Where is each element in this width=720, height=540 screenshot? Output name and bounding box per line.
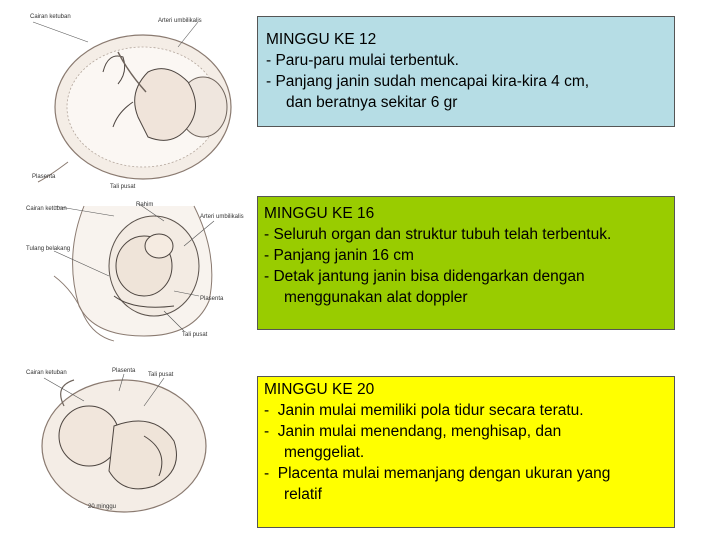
week-20-line-4: - Placenta mulai memanjang dengan ukuran yang <box>264 465 611 482</box>
label-umbilical-cord-2: Tali pusat <box>182 332 208 338</box>
week-16-title: MINGGU KE 16 <box>264 205 375 222</box>
fetus-illustration-week-20 <box>24 366 220 522</box>
label-amniotic-fluid-3: Cairan ketuban <box>26 370 67 376</box>
week-12-info-box <box>257 16 675 127</box>
fetus-illustration-week-16 <box>24 196 250 342</box>
week-20-title: MINGGU KE 20 <box>264 381 375 398</box>
label-umbilical-artery-2: Arteri umbilikalis <box>200 214 244 220</box>
label-placenta-2: Plasenta <box>200 296 224 302</box>
week-16-line-1: - Seluruh organ dan struktur tubuh telah terbentuk. <box>264 226 612 243</box>
week-16-line-3: - Detak jantung janin bisa didengarkan dengan <box>264 268 585 285</box>
label-spine-2: Tulang belakang <box>26 246 71 252</box>
fetus-illustration-week-12 <box>28 12 250 192</box>
label-placenta-1: Plasenta <box>32 174 56 180</box>
week-16-info-box <box>257 196 675 330</box>
label-umbilical-cord-1: Tali pusat <box>110 184 136 190</box>
week-16-line-2: - Panjang janin 16 cm <box>264 247 414 264</box>
fetus-week-20-drawing <box>24 366 220 522</box>
week-20-line-5: relatif <box>284 486 322 503</box>
week-16-line-4: menggunakan alat doppler <box>284 289 468 306</box>
label-umbilical-artery-1: Arteri umbilikalis <box>158 18 202 24</box>
week-12-line-1: - Paru-paru mulai terbentuk. <box>266 52 459 69</box>
week-12-line-2: - Panjang janin sudah mencapai kira-kira 4 cm, <box>266 73 590 90</box>
label-uterus-2: Rahim <box>136 202 154 208</box>
label-amniotic-fluid-2: Cairan ketuban <box>26 206 67 212</box>
week-12-line-3: dan beratnya sekitar 6 gr <box>286 94 458 111</box>
week-12-title: MINGGU KE 12 <box>266 31 377 48</box>
week-20-line-1: - Janin mulai memiliki pola tidur secara teratu. <box>264 402 584 419</box>
fetus-week-12-drawing <box>28 12 250 192</box>
label-amniotic-fluid-1: Cairan ketuban <box>30 14 71 20</box>
week-20-line-2: - Janin mulai menendang, menghisap, dan <box>264 423 562 440</box>
week-20-line-3: menggeliat. <box>284 444 365 461</box>
label-placenta-3: Plasenta <box>112 368 136 374</box>
week-20-info-box <box>257 376 675 528</box>
label-week-20-3: 20 minggu <box>88 504 117 510</box>
label-umbilical-cord-3: Tali pusat <box>148 372 174 378</box>
